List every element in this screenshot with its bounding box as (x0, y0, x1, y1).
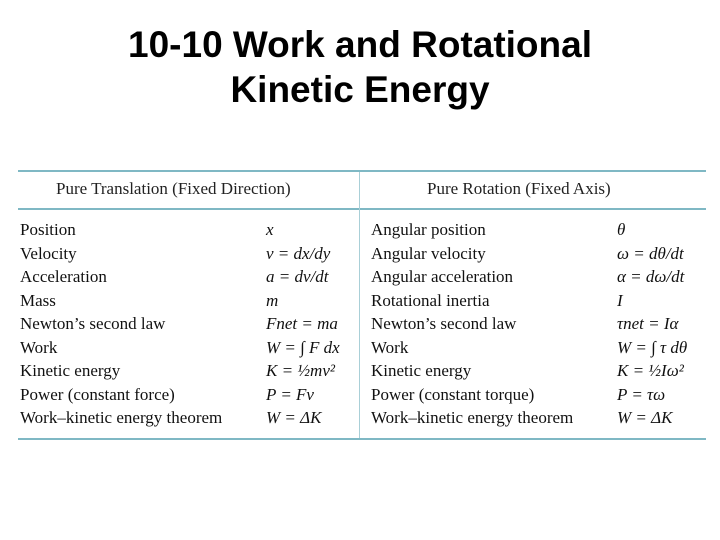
table-bottom-rule (18, 438, 706, 440)
translation-quantity: Mass (20, 290, 56, 310)
table-row (18, 289, 706, 312)
translation-formula: W = ∫ F dx (266, 337, 340, 357)
page-title (0, 22, 720, 112)
table-row (18, 265, 706, 288)
translation-quantity: Newton’s second law (20, 314, 166, 333)
translation-quantity: Velocity (20, 243, 77, 263)
rotation-quantity: Rotational inertia (371, 290, 490, 310)
translation-formula: m (266, 290, 279, 310)
translation-quantity: Kinetic energy (20, 361, 121, 380)
translation-formula: a = dv/dt (266, 267, 329, 286)
translation-quantity: Work–kinetic energy theorem (20, 408, 223, 427)
table-top-rule (18, 170, 706, 172)
table-row (18, 359, 706, 382)
rotation-formula: I (617, 290, 623, 310)
translation-quantity: Power (constant force) (20, 384, 175, 404)
table-row (18, 218, 706, 241)
rotation-formula: K = ½Iω² (617, 361, 684, 380)
header-rotation: Pure Rotation (Fixed Axis) (427, 179, 611, 198)
rotation-formula: W = ∫ τ dθ (617, 337, 688, 357)
translation-formula: W = ΔK (266, 408, 322, 427)
rotation-formula: α = dω/dt (617, 267, 685, 286)
rotation-formula: τnet = Iα (617, 314, 679, 333)
translation-quantity: Work (20, 337, 58, 357)
rotation-quantity: Newton’s second law (371, 314, 517, 333)
translation-quantity: Acceleration (20, 267, 107, 286)
table-row (18, 406, 706, 429)
table-row (18, 312, 706, 335)
rotation-formula: P = τω (617, 384, 666, 404)
rotation-formula: W = ΔK (617, 408, 673, 427)
comparison-table (18, 170, 706, 441)
title-line-1: 10-10 Work and Rotational (128, 24, 592, 65)
table-header-rule (18, 208, 706, 210)
translation-quantity: Position (20, 220, 76, 239)
translation-formula: K = ½mv² (266, 361, 335, 380)
table-row (18, 242, 706, 265)
translation-formula: v = dx/dy (266, 243, 331, 263)
translation-formula: P = Fv (266, 384, 314, 404)
rotation-quantity: Angular position (371, 220, 486, 239)
rotation-quantity: Power (constant torque) (371, 384, 535, 404)
rotation-formula: θ (617, 220, 626, 239)
rotation-formula: ω = dθ/dt (617, 243, 684, 263)
header-translation: Pure Translation (Fixed Direction) (56, 179, 291, 198)
translation-formula: x (266, 220, 274, 239)
table-row (18, 336, 706, 359)
rotation-quantity: Work (371, 337, 409, 357)
rotation-quantity: Angular velocity (371, 243, 486, 263)
rotation-quantity: Work–kinetic energy theorem (371, 408, 574, 427)
title-line-2: Kinetic Energy (230, 69, 490, 110)
rotation-quantity: Kinetic energy (371, 361, 472, 380)
rotation-quantity: Angular acceleration (371, 267, 514, 286)
translation-formula: Fnet = ma (266, 314, 338, 333)
table-row (18, 383, 706, 406)
